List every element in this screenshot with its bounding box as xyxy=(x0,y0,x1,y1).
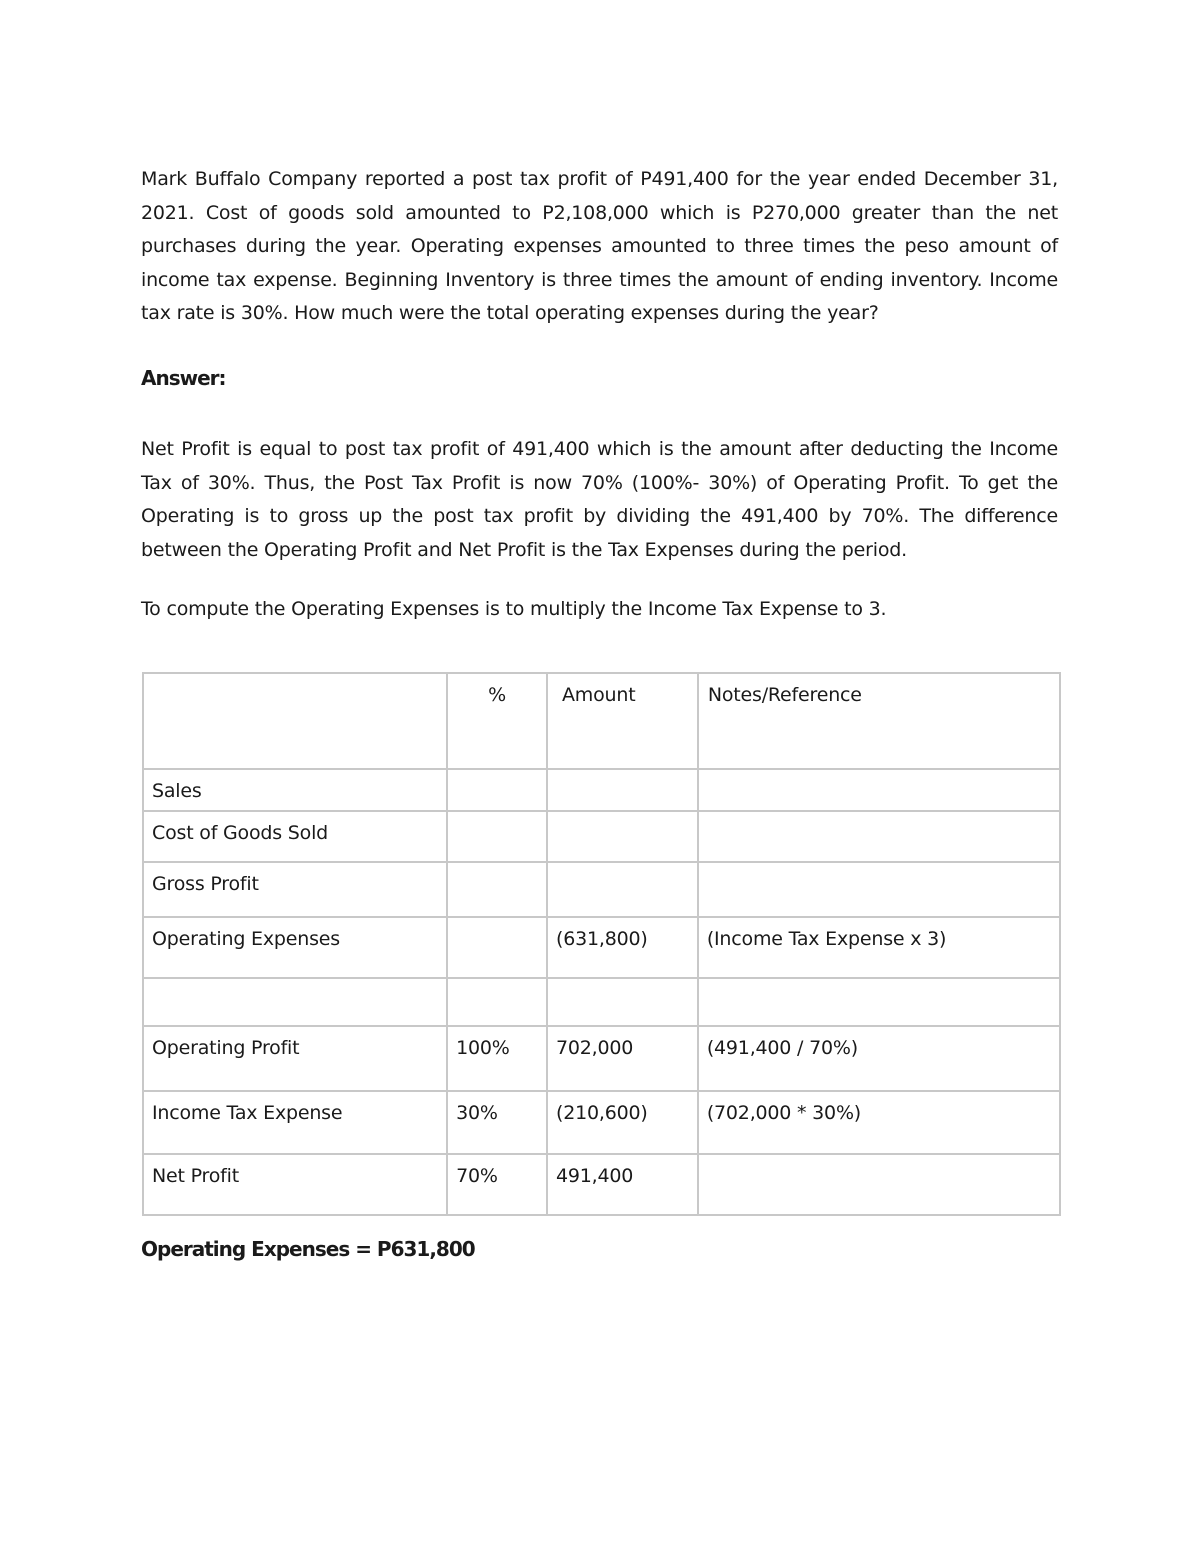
computation-table xyxy=(142,672,1061,1216)
row-amount xyxy=(547,811,698,862)
table-row xyxy=(143,1091,1060,1154)
table-row xyxy=(143,811,1060,862)
table-row xyxy=(143,1154,1060,1215)
row-notes xyxy=(698,811,1060,862)
explanation-paragraph: Net Profit is equal to post tax profit of 491,400 which is the amount after deducting the Income Tax of 30%. Thus, the Post Tax Profit is now 70% (100%- 30%) of Operating Profit. To get the Operating is to gross up the post tax profit by dividing the 491,400 by 70%. The difference between the Operating Profit and Net Profit is the Tax Expenses during the period. xyxy=(141,438,1058,561)
header-notes: Notes/Reference xyxy=(698,673,1060,769)
header-percent: % xyxy=(447,673,547,769)
row-percent xyxy=(447,862,547,917)
question-paragraph: Mark Buffalo Company reported a post tax profit of P491,400 for the year ended December 31, 2021. Cost of goods sold amounted to P2,108,000 which is P270,000 greater than the net purchases during the year. Operating expenses amounted to three times the peso amount of income tax expense. Beginning Inventory is three times the amount of ending inventory. Income tax rate is 30%. How much were the total operating expenses during the year? xyxy=(141,168,1058,324)
row-amount: 702,000 xyxy=(547,1026,698,1091)
row-label xyxy=(143,978,447,1026)
table-row xyxy=(143,1026,1060,1091)
conclusion-text: Operating Expenses = P631,800 xyxy=(141,1237,475,1261)
row-amount: (631,800) xyxy=(547,917,698,978)
row-percent xyxy=(447,978,547,1026)
row-amount xyxy=(547,862,698,917)
row-percent xyxy=(447,811,547,862)
instruction-paragraph: To compute the Operating Expenses is to multiply the Income Tax Expense to 3. xyxy=(141,598,887,620)
row-notes xyxy=(698,862,1060,917)
row-percent: 100% xyxy=(447,1026,547,1091)
table-row xyxy=(143,917,1060,978)
row-notes: (702,000 * 30%) xyxy=(698,1091,1060,1154)
row-notes: (Income Tax Expense x 3) xyxy=(698,917,1060,978)
row-percent: 70% xyxy=(447,1154,547,1215)
table-row xyxy=(143,769,1060,811)
row-label: Income Tax Expense xyxy=(143,1091,447,1154)
answer-heading: Answer: xyxy=(141,366,226,390)
row-percent: 30% xyxy=(447,1091,547,1154)
row-label: Operating Expenses xyxy=(143,917,447,978)
row-notes xyxy=(698,978,1060,1026)
row-amount: 491,400 xyxy=(547,1154,698,1215)
row-notes xyxy=(698,769,1060,811)
header-amount: Amount xyxy=(547,673,698,769)
table-row xyxy=(143,862,1060,917)
row-amount xyxy=(547,978,698,1026)
row-label: Operating Profit xyxy=(143,1026,447,1091)
row-notes xyxy=(698,1154,1060,1215)
row-amount xyxy=(547,769,698,811)
table-row xyxy=(143,978,1060,1026)
row-label: Gross Profit xyxy=(143,862,447,917)
header-label xyxy=(143,673,447,769)
row-notes: (491,400 / 70%) xyxy=(698,1026,1060,1091)
row-label: Sales xyxy=(143,769,447,811)
row-percent xyxy=(447,917,547,978)
table-header-row xyxy=(143,673,1060,769)
row-label: Cost of Goods Sold xyxy=(143,811,447,862)
row-percent xyxy=(447,769,547,811)
row-label: Net Profit xyxy=(143,1154,447,1215)
row-amount: (210,600) xyxy=(547,1091,698,1154)
